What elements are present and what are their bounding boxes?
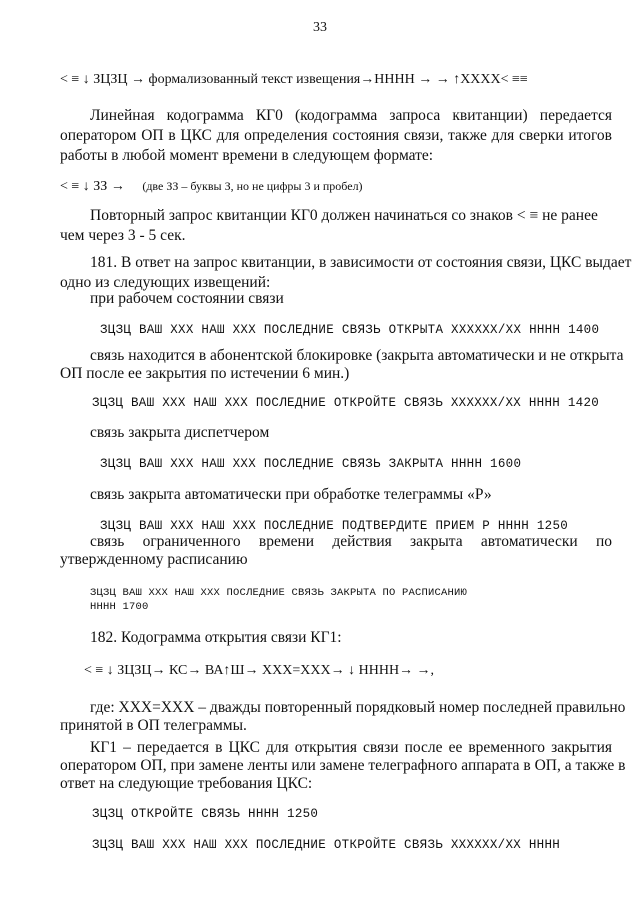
msg-open-2: ЗЦЗЦ ВАШ ХХХ НАШ ХХХ ПОСЛЕДНИЕ ОТКРОЙТЕ СВЯЗЬ ХХХХХХ/ХХ НННН <box>92 838 561 852</box>
para-where-line-2: принятой в ОП телеграммы. <box>60 717 247 734</box>
format-kg0 <box>60 176 612 197</box>
format-kg0-code: < ≡ ↓ ЗЗ → <box>60 179 125 194</box>
para-kg1-line-1: КГ1 – передается в ЦКС для открытия связи после ее временного закрытия <box>90 739 612 756</box>
format-kg1: < ≡ ↓ ЗЦЗЦ→ КС→ ВА↑Ш→ ХХХ=ХХХ→ ↓ НННН→ →, <box>84 663 435 678</box>
msg-dispatcher: ЗЦЗЦ ВАШ ХХХ НАШ ХХХ ПОСЛЕДНИЕ СВЯЗЬ ЗАКРЫТА НННН 1600 <box>100 457 522 471</box>
page-number: 33 <box>313 20 327 35</box>
case-limited-line-2: утвержденному расписанию <box>60 551 248 568</box>
case-dispatcher: связь закрыта диспетчером <box>90 424 270 441</box>
case-blocked-line-2: ОП после ее закрытия по истечении 6 мин.) <box>60 365 350 382</box>
para-where-line-1: где: ХХХ=ХХХ – дважды повторенный порядковый номер последней правильно <box>90 699 626 716</box>
para-kg1-line-3: ответ на следующие требования ЦКС: <box>60 775 313 792</box>
para-kg0-line-1: Линейная кодограмма КГ0 (кодограмма запроса квитанции) передается <box>90 107 612 124</box>
para-kg1-line-2: оператором ОП, при замене ленты или замене телеграфного аппарата в ОП, а также в <box>60 757 626 774</box>
msg-auto-p: ЗЦЗЦ ВАШ ХХХ НАШ ХХХ ПОСЛЕДНИЕ ПОДТВЕРДИТЕ ПРИЕМ Р НННН 1250 <box>100 519 569 533</box>
format-line-1: < ≡ ↓ ЗЦЗЦ → формализованный текст извещения→НННН → → ↑ХХХХ< ≡≡ <box>60 72 528 87</box>
msg-limited-line-2: НННН 1700 <box>90 601 149 613</box>
para-181-line-2: одно из следующих извещений: <box>60 274 271 291</box>
case-limited-line-1: связь ограниченного времени действия закрыта автоматически по <box>90 533 612 550</box>
msg-limited-line-1: ЗЦЗЦ ВАШ ХХХ НАШ ХХХ ПОСЛЕДНИЕ СВЯЗЬ ЗАКРЫТА ПО РАСПИСАНИЮ <box>90 587 468 599</box>
case-working: при рабочем состоянии связи <box>90 290 284 307</box>
heading-182: 182. Кодограмма открытия связи КГ1: <box>90 629 342 646</box>
para-181-line-1: 181. В ответ на запрос квитанции, в зависимости от состояния связи, ЦКС выдает <box>90 254 632 271</box>
para-kg0-line-2: оператором ОП в ЦКС для определения состояния связи, также для сверки итогов <box>60 127 612 144</box>
case-auto-p: связь закрыта автоматически при обработке телеграммы «Р» <box>90 486 492 503</box>
msg-working: ЗЦЗЦ ВАШ ХХХ НАШ ХХХ ПОСЛЕДНИЕ СВЯЗЬ ОТКРЫТА ХХХХХХ/ХХ НННН 1400 <box>100 323 600 337</box>
para-repeat-line-1: Повторный запрос квитанции КГ0 должен начинаться со знаков < ≡ не ранее <box>90 207 598 224</box>
para-repeat-line-2: чем через 3 - 5 сек. <box>60 227 186 244</box>
msg-blocked: ЗЦЗЦ ВАШ ХХХ НАШ ХХХ ПОСЛЕДНИЕ ОТКРОЙТЕ СВЯЗЬ ХХХХХХ/ХХ НННН 1420 <box>92 396 600 410</box>
msg-open-1: ЗЦЗЦ ОТКРОЙТЕ СВЯЗЬ НННН 1250 <box>92 807 319 821</box>
format-kg0-note: (две ЗЗ – буквы З, но не цифры 3 и пробел) <box>142 179 363 193</box>
para-kg0-line-3: работы в любой момент времени в следующем формате: <box>60 147 434 164</box>
case-blocked-line-1: связь находится в абонентской блокировке (закрыта автоматически и не открыта <box>90 347 624 364</box>
